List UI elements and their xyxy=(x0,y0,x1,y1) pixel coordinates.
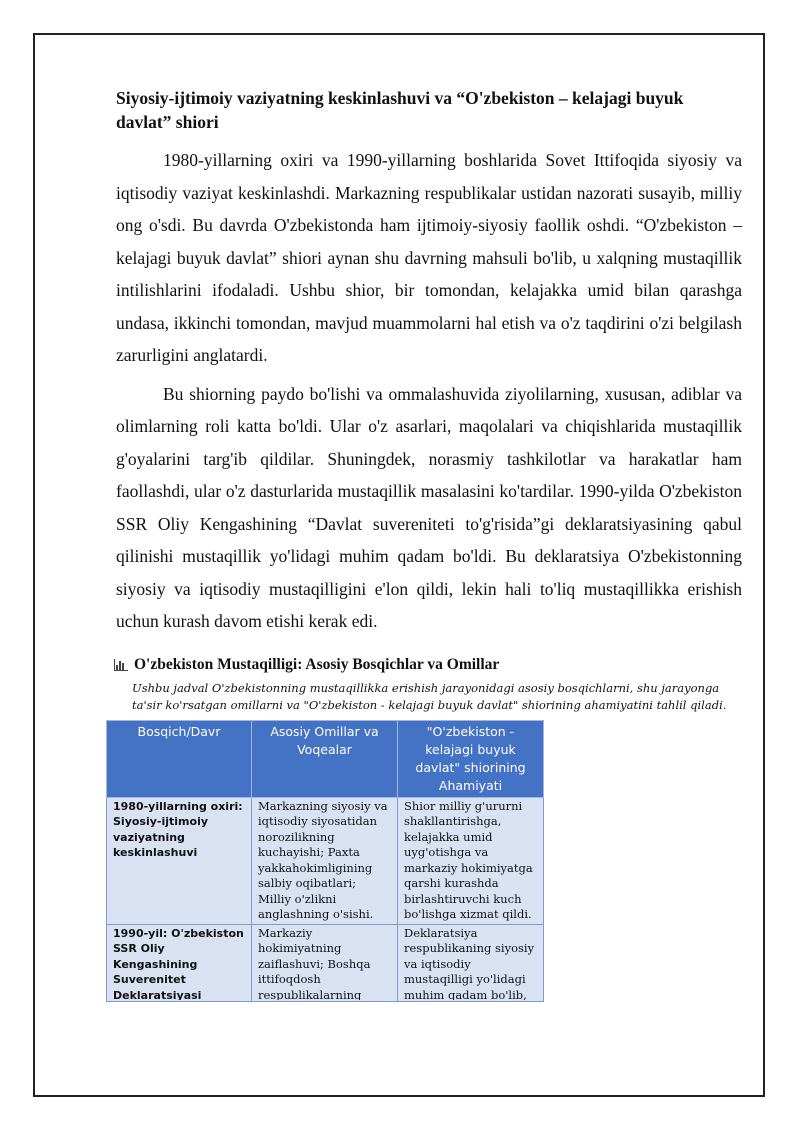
cell-significance: Deklaratsiya respublikaning siyosiy va iqtisodiy mustaqilligi yo'lidagi muhim qadam bo'lib, xyxy=(398,924,544,1001)
table-caption: Ushbu jadval O'zbekistonning mustaqillikka erishish jarayonidagi asosiy bosqichlarni, shu jarayonga ta'sir ko'rsatgan omillarni va "O'zbekiston - kelajagi buyuk davlat" shiorining ahamiyatini tahlil qiladi. xyxy=(132,680,727,712)
column-header-period: Bosqich/Davr xyxy=(107,720,252,797)
bar-chart-icon xyxy=(114,659,128,671)
table-heading-text: O'zbekiston Mustaqilligi: Asosiy Bosqichlar va Omillar xyxy=(134,655,500,673)
cell-period: 1980-yillarning oxiri: Siyosiy-ijtimoiy vaziyatning keskinlashuvi xyxy=(107,797,252,924)
cell-factors: Markaziy hokimiyatning zaiflashuvi; Boshqa ittifoqdosh respublikalarning xyxy=(252,924,398,1001)
table-heading xyxy=(114,656,742,674)
column-header-factors: Asosiy Omillar va Voqealar xyxy=(252,720,398,797)
cell-significance: Shior milliy g'ururni shakllantirishga, kelajakka umid uyg'otishga va markaziy hokimiyatga qarshi kurashda birlashtiruvchi kuch bo'lishga xizmat qildi. xyxy=(398,797,544,924)
cell-period: 1990-yil: O'zbekiston SSR Oliy Kengashining Suverenitet Deklaratsiyasi xyxy=(107,924,252,1001)
table-row xyxy=(107,797,544,924)
paragraph-2: Bu shiorning paydo bo'lishi va ommalashuvida ziyolilarning, xususan, adiblar va olimlarning roli katta bo'ldi. Ular o'z asarlari, maqolalari va chiqishlarida mustaqillik g'oyalarini targ'ib qildilar. Shuningdek, norasmiy tashkilotlar va harakatlar ham faollashdi, ular o'z dasturlarida mustaqillik masalasini ko'tardilar. 1990-yilda O'zbekiston SSR Oliy Kengashining “Davlat suvereniteti to'g'risida”gi deklaratsiyasining qabul qilinishi mustaqillik yo'lidagi muhim qadam bo'ldi. Bu deklaratsiya O'zbekistonning siyosiy va iqtisodiy mustaqilligini e'lon qildi, lekin hali to'liq mustaqillikka erishish uchun kurash davom etishi kerak edi. xyxy=(116,383,742,631)
paragraph-1: 1980-yillarning oxiri va 1990-yillarning boshlarida Sovet Ittifoqida siyosiy va iqtisodiy vaziyat keskinlashdi. Markazning respublikalar ustidan nazorati susayib, milliy ong o'sdi. Bu davrda O'zbekistonda ham ijtimoiy-siyosiy faollik oshdi. “O'zbekiston – kelajagi buyuk davlat” shiori aynan shu davrning mahsuli bo'lib, u xalqning mustaqillik intilishlarini ifodaladi. Ushbu shior, bir tomondan, kelajakka umid bilan qarashga undasa, ikkinchi tomondan, mavjud muammolarni hal etish va o'z taqdirini o'zi belgilash zarurligini anglatardi. xyxy=(116,150,742,365)
table-row xyxy=(107,924,544,1001)
document-title: Siyosiy-ijtimoiy vaziyatning keskinlashuvi va “O'zbekiston – kelajagi buyuk davlat” shiori xyxy=(116,88,684,132)
cell-factors: Markazning siyosiy va iqtisodiy siyosatidan norozilikning kuchayishi; Paxta yakkahokimligining salbiy oqibatlari; Milliy o'zlikni anglashning o'sishi. xyxy=(252,797,398,924)
document-body xyxy=(113,86,742,1002)
independence-table xyxy=(106,720,544,1002)
column-header-significance: "O'zbekiston - kelajagi buyuk davlat" shiorining Ahamiyati xyxy=(398,720,544,797)
table-header-row xyxy=(107,720,544,797)
